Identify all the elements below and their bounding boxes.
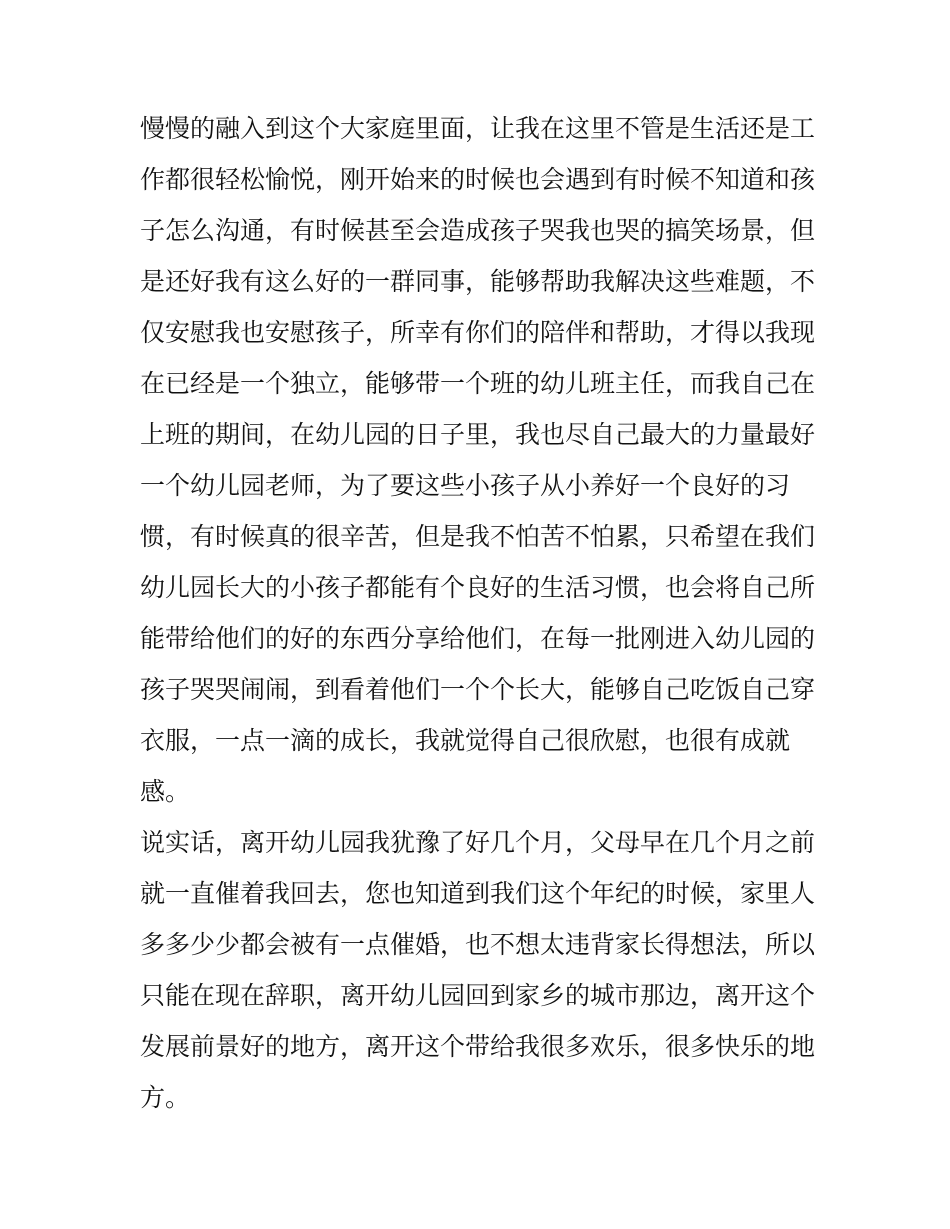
text-line: 上班的期间，在幼儿园的日子里，我也尽自己最大的力量最好: [140, 420, 816, 449]
document-body: [140, 103, 820, 1123]
text-line: 能带给他们的好的东西分享给他们，在每一批刚进入幼儿园的: [140, 624, 816, 653]
text-line: 方。: [140, 1083, 191, 1112]
text-line: 只能在现在辞职，离开幼儿园回到家乡的城市那边，离开这个: [140, 981, 816, 1010]
text-line: 惯，有时候真的很辛苦，但是我不怕苦不怕累，只希望在我们: [140, 522, 816, 551]
text-line: 发展前景好的地方，离开这个带给我很多欢乐，很多快乐的地: [140, 1032, 816, 1061]
text-line: 作都很轻松愉悦，刚开始来的时候也会遇到有时候不知道和孩: [140, 165, 816, 194]
text-line: 幼儿园长大的小孩子都能有个良好的生活习惯，也会将自己所: [140, 573, 816, 602]
text-line: 就一直催着我回去，您也知道到我们这个年纪的时候，家里人: [140, 879, 816, 908]
text-line: 多多少少都会被有一点催婚，也不想太违背家长得想法，所以: [140, 930, 816, 959]
text-line: 感。: [140, 777, 191, 806]
text-line: 仅安慰我也安慰孩子，所幸有你们的陪伴和帮助，才得以我现: [140, 318, 816, 347]
text-line: 是还好我有这么好的一群同事，能够帮助我解决这些难题，不: [140, 267, 816, 296]
text-line: 在已经是一个独立，能够带一个班的幼儿班主任，而我自己在: [140, 369, 816, 398]
text-line: 一个幼儿园老师，为了要这些小孩子从小养好一个良好的习: [140, 471, 791, 500]
text-line: 子怎么沟通，有时候甚至会造成孩子哭我也哭的搞笑场景，但: [140, 216, 816, 245]
text-line: 说实话，离开幼儿园我犹豫了好几个月，父母早在几个月之前: [140, 828, 816, 857]
text-line: 衣服，一点一滴的成长，我就觉得自己很欣慰，也很有成就: [140, 726, 791, 755]
text-line: 孩子哭哭闹闹，到看着他们一个个长大，能够自己吃饭自己穿: [140, 675, 816, 704]
text-line: 慢慢的融入到这个大家庭里面，让我在这里不管是生活还是工: [140, 114, 816, 143]
